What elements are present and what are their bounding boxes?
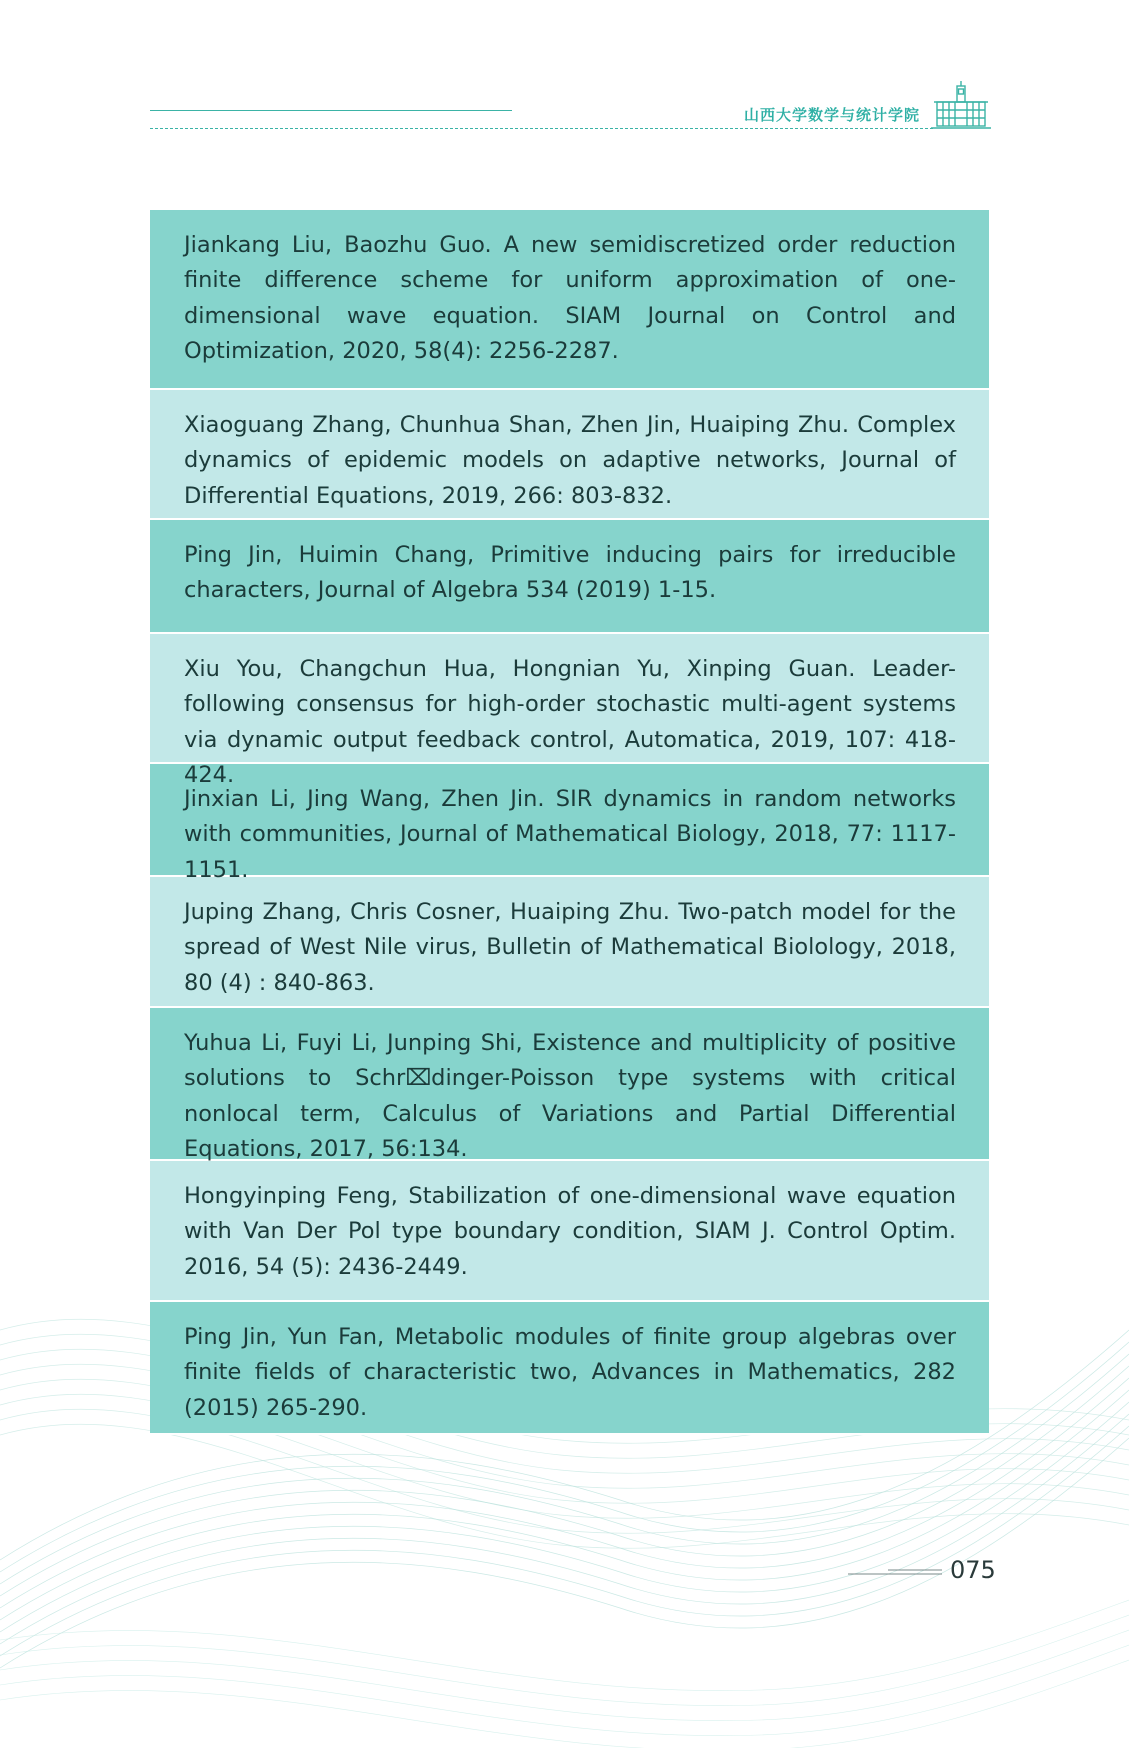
reference-item <box>150 390 989 520</box>
reference-item <box>150 634 989 788</box>
references-list <box>150 210 989 1435</box>
reference-item <box>150 1008 989 1161</box>
reference-item <box>150 764 989 883</box>
reference-text: Xiu You, Changchun Hua, Hongnian Yu, Xinping Guan. Leader-following consensus for high-order stochastic multi-agent systems via dynamic output feedback control, Automatica, 2019, 107: 418-424. <box>184 656 956 788</box>
reference-item <box>150 210 989 390</box>
reference-text: Xiaoguang Zhang, Chunhua Shan, Zhen Jin, Huaiping Zhu. Complex dynamics of epidemic models on adaptive networks, Journal of Differential Equations, 2019, 266: 803-832. <box>184 412 956 509</box>
header-title: 山西大学数学与统计学院 <box>743 106 920 124</box>
reference-text: Juping Zhang, Chris Cosner, Huaiping Zhu. Two-patch model for the spread of West Nile virus, Bulletin of Mathematical Biolology, 2018, 80 (4) : 840-863. <box>184 899 956 996</box>
reference-item <box>150 877 989 1008</box>
header-rule <box>150 110 512 111</box>
reference-item <box>150 1161 989 1302</box>
reference-text: Yuhua Li, Fuyi Li, Junping Shi, Existence and multiplicity of positive solutions to Schr⌧dinger-Poisson type systems with critical nonlocal term, Calculus of Variations and Partial Differential Equations, 2017, 56:134. <box>184 1030 956 1162</box>
reference-text: Jiankang Liu, Baozhu Guo. A new semidiscretized order reduction finite difference scheme for uniform approximation of one-dimensional wave equation. SIAM Journal on Control and Optimization, 2020, 58(4): 2256-2287. <box>184 232 956 364</box>
reference-text: Jinxian Li, Jing Wang, Zhen Jin. SIR dynamics in random networks with communities, Journal of Mathematical Biology, 2018, 77: 1117-1151. <box>184 786 956 883</box>
reference-text: Ping Jin, Yun Fan, Metabolic modules of finite group algebras over finite fields of characteristic two, Advances in Mathematics, 282 (2015) 265-290. <box>184 1324 956 1421</box>
reference-item <box>150 520 989 634</box>
building-icon <box>931 80 991 130</box>
reference-text: Ping Jin, Huimin Chang, Primitive inducing pairs for irreducible characters, Journal of Algebra 534 (2019) 1-15. <box>184 542 956 604</box>
reference-text: Hongyinping Feng, Stabilization of one-dimensional wave equation with Van Der Pol type boundary condition, SIAM J. Control Optim. 2016, 54 (5): 2436-2449. <box>184 1183 956 1280</box>
header-dashed-rule <box>150 128 933 129</box>
reference-item <box>150 1302 989 1435</box>
footer-rule <box>848 1566 942 1578</box>
page-number: 075 <box>950 1556 996 1584</box>
